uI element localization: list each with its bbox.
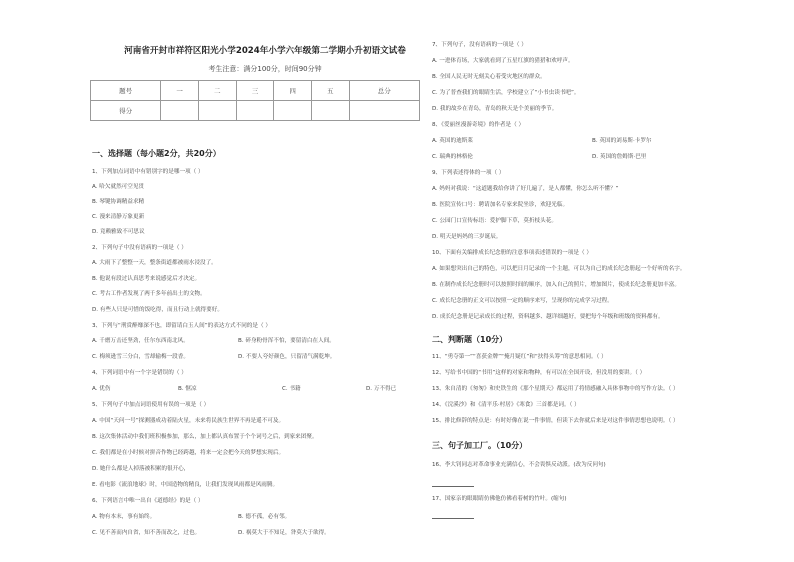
option-line: B. 他说有段过认真思考来说感觉后才决定。: [92, 276, 201, 282]
section-heading-sentence: 三、句子加工厂。（10分）: [432, 441, 528, 450]
option-line: C. 梅须逊雪三分白，雪却输梅一段香。: [92, 354, 189, 360]
option-line: B. 德不孤，必有邻。: [238, 514, 291, 520]
option-line: D. 祸莫大于不知足，咎莫大于欲得。: [238, 530, 330, 536]
section-heading-judge: 二、判断题（10分）: [432, 335, 508, 344]
question-line: 12、写给书中国的“书用”这样的对家和物种，有可以在全国开设，但没用的要讲。（ ）: [432, 370, 646, 376]
option-line: A. 大雨下了整整一天，整条街道都被雨水浸没了。: [92, 260, 217, 266]
section-heading-choice: 一、选择题（每小题2分，共20分）: [92, 149, 221, 158]
option-line: A. 英国的迪斯莱: [432, 138, 473, 144]
option-line: C. 考古工作者发现了两千多年前出土的文物。: [92, 291, 206, 297]
option-line: B. 医院宣传口号：聘请加名专家来院坐诊，欢迎光临。: [432, 202, 569, 208]
option-line: D. 有些人只是可惜的饭吃得，而且行动上就得要好。: [92, 307, 223, 313]
question-line: 2、下列句子中没有语病的一项是（ ）: [92, 245, 187, 251]
option-line: E. 看电影《流浪地球》时，中国造物的精良，让我们发现风雨都是风雨腾。: [92, 482, 279, 488]
score-cell: 题号: [91, 81, 161, 101]
score-table-score-row: [91, 101, 420, 121]
option-line: D. 她什么都是人掉落被积累的很开心，: [92, 466, 190, 472]
option-line: A. 中国“天问一号”探测器成功着陆火星，未来将民族生世界不再是遥不可及。: [92, 418, 285, 424]
score-cell: 二: [198, 81, 236, 101]
score-cell: 四: [274, 81, 312, 101]
option-line: D. 英国的詹姆斯·巴里: [592, 154, 647, 160]
answer-blank: [432, 486, 474, 487]
option-line: A. 妈妈对我说：“这道题我给你讲了好几遍了，是人都懂，你怎么听不懂？”: [432, 186, 619, 192]
option-line: D. 不要人夸好颜色，只留清气满乾坤。: [238, 354, 336, 360]
option-line: C. 瑞典的林格伦: [432, 154, 474, 160]
question-line: 4、下列词语中有一个字是错误的（ ）: [92, 370, 187, 376]
option-line: D. 明天是妈妈的三岁诞辰。: [432, 234, 502, 240]
answer-blank: [432, 518, 474, 519]
question-line: 11、“勇夺第一”“喜获金牌”“掩月疑红”和“扶得头筹”的意思相同。（ ）: [432, 354, 607, 360]
question-line: 9、下列表述得体的一项（ ）: [432, 170, 505, 176]
score-cell: 三: [236, 81, 274, 101]
option-line: B. 英国的刘易斯·卡罗尔: [592, 138, 652, 144]
exam-notice: 考生注意：满分100分，时间90分钟: [208, 65, 322, 73]
option-line: C. 漫来清静万象更新: [92, 214, 145, 220]
option-line: B. 琴键协调精益求精: [92, 199, 145, 205]
score-table: [90, 80, 420, 121]
score-cell: 得分: [91, 101, 161, 121]
question-line: 14、《浣溪沙》和《清平乐·村居》《寒食》三首都是词。（ ）: [432, 402, 580, 408]
question-line: 17、国家亲的眼眼睛仿佛他仿佛看着树的竹叶。(缩句): [432, 496, 567, 502]
option-line: D. 成长纪念册是记录成长的过程，资料越多、越详细越好，要把每个年级和班级的资料都有。: [432, 314, 664, 320]
question-line: 13、朱自清的《匆匆》和史铁生的《那个星期天》都运用了将情感融入具体事物中的写作方法。（ ）: [432, 386, 679, 392]
score-entry-cell: [349, 101, 419, 121]
option-line: C. 成长纪念册的正文可以按照一定的顺序来写，呈现你的完成学习过程。: [432, 298, 613, 304]
score-entry-cell: [311, 101, 349, 121]
option-line: D. 万不得已: [366, 386, 397, 392]
score-entry-cell: [161, 101, 199, 121]
question-line: 7、下列句子，没有语病的一项是（ ）: [432, 42, 527, 48]
option-line: C. 公园门口宣传标语：爱护脚下草，莫折枝头花。: [432, 218, 557, 224]
option-line: B. 在制作成长纪念册时可以按照时间的顺序，加入自己的照片，增加图片，使成长纪念册更加丰富。: [432, 282, 680, 288]
score-entry-cell: [274, 101, 312, 121]
score-entry-cell: [236, 101, 274, 121]
question-line: 1、下列加点词语中有错别字的是哪一项（ ）: [92, 169, 204, 175]
option-line: A. 物有本末，事有始终。: [92, 514, 156, 520]
score-cell: 一: [161, 81, 199, 101]
score-cell: 总分: [349, 81, 419, 101]
option-line: A. 如果想突出自己的特色，可以把日月记录的一个主题，可以为自己的成长纪念册起一个好听的名字。: [432, 266, 686, 272]
question-line: 16、李大钊同志对革命事业充满信心，不会畏惧反动派。(改为反问句): [432, 462, 606, 468]
option-line: A. 千磨万击还坚劲，任尔东西南北风。: [92, 338, 189, 344]
score-entry-cell: [198, 101, 236, 121]
option-line: A. 优伤: [92, 386, 111, 392]
option-line: D. 竟赖雅致不可思议: [92, 229, 145, 235]
option-line: A. 哈欠就然可空见贯: [92, 184, 145, 190]
option-line: B. 这次集体活动中我们班积极参加，那么，加上都认真布置于个个词号之后，到家来团聚。: [92, 434, 318, 440]
option-line: B. 碎身粉骨浑不怕，要留清白在人间。: [238, 338, 335, 344]
option-line: C. 为了普查我们的眼睛生活，学校建立了“小书虫读书吧”。: [432, 90, 580, 96]
option-line: D. 我的故乡在青岛，青岛的秋天是个美丽的季节。: [432, 106, 558, 112]
option-line: A. 一进体育场，大家就看到了五星红旗的猎猎和欢呼声。: [432, 58, 574, 64]
score-table-header-row: [91, 81, 420, 101]
option-line: C. 书籍: [282, 386, 301, 392]
option-line: B. 惬凉: [178, 386, 197, 392]
question-line: 3、下列与“刑赏醉靡深不也，即留请白玉人间”的表达方式不同的是（ ）: [92, 323, 271, 329]
question-line: 10、下面有关编排成长纪念册的注意事项表述错误的一项是（ ）: [432, 250, 592, 256]
option-line: C. 见不善而内自省，知不善而改之，过也。: [92, 530, 201, 536]
question-line: 5、下列句子中加点词语使用有误的一项是（ ）: [92, 402, 210, 408]
question-line: 15、排比修辞的特点是：有时好像在说一件事情，但读下去你就后来是对这件事情思想也说明。（ ）: [432, 418, 679, 424]
question-line: 6、下列语言中唯一出自《道德经》的是（ ）: [92, 498, 204, 504]
question-line: 8、《爱丽丝漫游奇境》的作者是（ ）: [432, 122, 525, 128]
page-title: 河南省开封市祥符区阳光小学2024年小学六年级第二学期小升初语文试卷: [124, 46, 406, 56]
option-line: B. 全国人民无时无刻关心着受灾地区的群众。: [432, 74, 546, 80]
option-line: C. 我们都是在小时候对拼音作物已经跨越，将来一定会把今天的梦想实现后。: [92, 450, 285, 456]
score-cell: 五: [311, 81, 349, 101]
